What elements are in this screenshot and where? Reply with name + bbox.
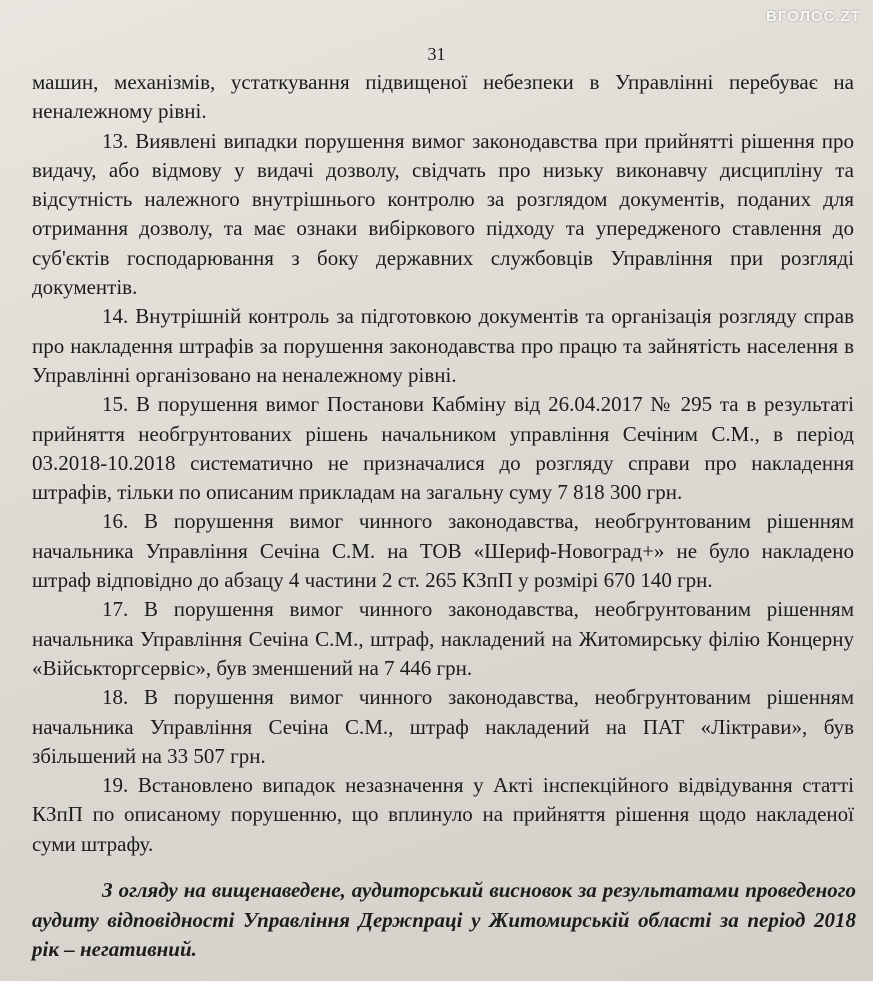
paragraph-17: 17. В порушення вимог чинного законодавства, необгрунтованим рішенням начальника Управління Сечіна С.М., штраф, накладений на Житомирську філію Концерну «Військторгсервіс», був зменшений на 7 446 грн. bbox=[32, 597, 854, 680]
paragraph-16: 16. В порушення вимог чинного законодавства, необгрунтованим рішенням начальника Управління Сечіна С.М. на ТОВ «Шериф-Новоград+» не було накладено штраф відповідно до абзацу 4 частини 2 ст. 265 КЗпП у розмірі 670 140 грн. bbox=[32, 509, 854, 593]
audit-conclusion: З огляду на вищенаведене, аудиторський висновок за результатами проведеного аудиту відповідності Управління Держпраці у Житомирській області за період 2018 рік – негативний. bbox=[32, 878, 856, 961]
paragraph-13: 13. Виявлені випадки порушення вимог законодавства при прийнятті рішення про видачу, або відмову у видачі дозволу, свідчать про низьку виконавчу дисципліну та відсутність належного внутрішнього контролю за розглядом документів, поданих для отримання дозволу, та має ознаки вибіркового підходу та упередженого ставлення до суб'єктів господарювання з боку державних службовців Управління при розгляді документів. bbox=[32, 128, 854, 300]
paragraph-15: 15. В порушення вимог Постанови Кабміну від 26.04.2017 № 295 та в результаті прийняття необгрунтованих рішень начальником управління Сечіним С.М., в період 03.2018-10.2018 систематично не призначалися до розгляду справи про накладення штрафів, тільки по описаним прикладам на загальну суму 7 818 300 грн. bbox=[32, 392, 854, 505]
paragraph-18: 18. В порушення вимог чинного законодавства, необгрунтованим рішенням начальника Управління Сечіна С.М., штраф накладений на ПАТ «Ліктрави», був збільшений на 33 507 грн. bbox=[32, 685, 854, 768]
document-body bbox=[32, 68, 854, 859]
site-watermark: ВГОЛОС.ZT bbox=[766, 8, 861, 25]
paragraph-14: 14. Внутрішній контроль за підготовкою документів та організація розгляду справ про накладення штрафів за порушення законодавства про працю та зайнятість населення в Управлінні організовано на неналежному рівні. bbox=[32, 304, 854, 387]
paragraph-19: 19. Встановлено випадок незазначення у Акті інспекційного відвідування статті КЗпП по описаному порушенню, що вплинуло на прийняття рішення щодо накладеної суми штрафу. bbox=[32, 773, 854, 856]
paragraph-continuation: машин, механізмів, устаткування підвищеної небезпеки в Управлінні перебуває на неналежному рівні. bbox=[32, 70, 854, 124]
page-number: 31 bbox=[427, 44, 446, 64]
